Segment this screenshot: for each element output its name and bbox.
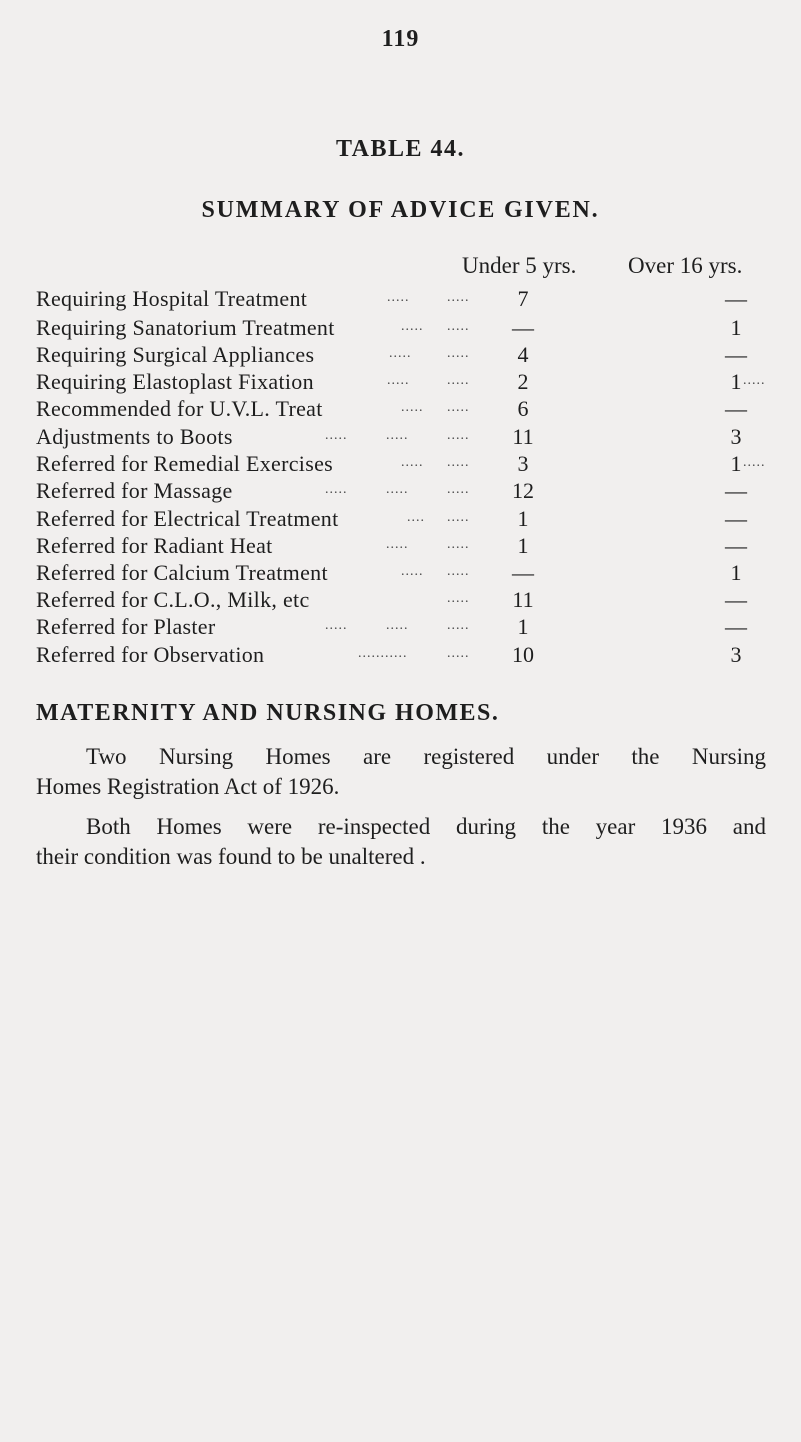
dot-leader: ..... xyxy=(447,290,470,305)
over-16-value: 3 xyxy=(730,642,742,667)
dot-leader: ..... xyxy=(447,618,470,633)
under-5-value: 1 xyxy=(517,533,529,558)
row-label: Referred for Observation xyxy=(36,642,265,667)
column-header-under-5: Under 5 yrs. xyxy=(462,253,577,278)
dot-leader: ..... xyxy=(447,373,470,388)
section-heading: MATERNITY AND NURSING HOMES. xyxy=(36,700,500,726)
dot-leader: ..... xyxy=(325,482,348,497)
paragraph-line: their condition was found to be unaltered . xyxy=(36,844,426,869)
over-16-value: — xyxy=(725,614,747,639)
row-label: Recommended for U.V.L. Treat xyxy=(36,396,323,421)
row-label: Referred for Remedial Exercises xyxy=(36,451,333,476)
over-16-value: — xyxy=(725,286,747,311)
table-row xyxy=(0,315,801,345)
table-row xyxy=(0,533,801,563)
under-5-value: 3 xyxy=(517,451,529,476)
dot-leader: ..... xyxy=(386,537,409,552)
dot-leader: ..... xyxy=(743,373,766,388)
row-label: Referred for Massage xyxy=(36,478,233,503)
over-16-value: 3 xyxy=(730,424,742,449)
row-label: Requiring Elastoplast Fixation xyxy=(36,369,314,394)
dot-leader: ..... xyxy=(325,428,348,443)
dot-leader: ..... xyxy=(447,482,470,497)
under-5-value: — xyxy=(512,315,534,340)
table-row xyxy=(0,286,801,316)
dot-leader: ..... xyxy=(447,564,470,579)
under-5-value: 1 xyxy=(517,506,529,531)
under-5-value: 1 xyxy=(517,614,529,639)
paragraph-line: Both Homes were re-inspected during the year 1936 and xyxy=(86,814,766,839)
dot-leader: ..... xyxy=(401,564,424,579)
over-16-value: — xyxy=(725,342,747,367)
dot-leader: ..... xyxy=(447,455,470,470)
table-title: SUMMARY OF ADVICE GIVEN. xyxy=(201,197,600,223)
row-label: Requiring Surgical Appliances xyxy=(36,342,315,367)
paragraph-line: Homes Registration Act of 1926. xyxy=(36,774,340,799)
dot-leader: ..... xyxy=(447,346,470,361)
dot-leader: ..... xyxy=(447,537,470,552)
dot-leader: ..... xyxy=(386,428,409,443)
over-16-value: 1 xyxy=(730,560,742,585)
row-label: Referred for C.L.O., Milk, etc xyxy=(36,587,310,612)
dot-leader: ..... xyxy=(447,428,470,443)
dot-leader: ..... xyxy=(401,400,424,415)
table-row xyxy=(0,369,801,399)
dot-leader: ..... xyxy=(387,373,410,388)
dot-leader: ..... xyxy=(447,646,470,661)
table-row xyxy=(0,642,801,672)
paragraph xyxy=(36,742,766,802)
under-5-value: 4 xyxy=(517,342,529,367)
row-label: Requiring Hospital Treatment xyxy=(36,286,308,311)
table-row xyxy=(0,506,801,536)
under-5-value: 6 xyxy=(517,396,529,421)
paragraph-line: Two Nursing Homes are registered under the Nursing xyxy=(86,744,766,769)
table-row xyxy=(0,478,801,508)
over-16-value: — xyxy=(725,506,747,531)
under-5-value: 12 xyxy=(512,478,534,503)
under-5-value: — xyxy=(512,560,534,585)
over-16-value: — xyxy=(725,396,747,421)
row-label: Requiring Sanatorium Treatment xyxy=(36,315,335,340)
over-16-value: — xyxy=(725,478,747,503)
row-label: Adjustments to Boots xyxy=(36,424,233,449)
over-16-value: 1 xyxy=(730,315,742,340)
dot-leader: ..... xyxy=(387,290,410,305)
table-row xyxy=(0,396,801,426)
table-label: TABLE 44. xyxy=(335,136,466,162)
dot-leader: ..... xyxy=(389,346,412,361)
table-row xyxy=(0,424,801,454)
paragraph xyxy=(36,812,766,872)
table-row xyxy=(0,614,801,644)
table-row xyxy=(0,451,801,481)
under-5-value: 10 xyxy=(512,642,534,667)
dot-leader: ..... xyxy=(743,455,766,470)
column-header-over-16: Over 16 yrs. xyxy=(628,253,743,278)
dot-leader: ..... xyxy=(447,400,470,415)
row-label: Referred for Plaster xyxy=(36,614,216,639)
table-row xyxy=(0,560,801,590)
row-label: Referred for Calcium Treatment xyxy=(36,560,328,585)
table-row xyxy=(0,342,801,372)
over-16-value: 1 xyxy=(730,369,742,394)
row-label: Referred for Electrical Treatment xyxy=(36,506,339,531)
under-5-value: 7 xyxy=(517,286,529,311)
under-5-value: 11 xyxy=(512,424,534,449)
table-row xyxy=(0,587,801,617)
dot-leader: ........... xyxy=(358,646,408,661)
dot-leader: ..... xyxy=(325,618,348,633)
under-5-value: 11 xyxy=(512,587,534,612)
dot-leader: ..... xyxy=(386,482,409,497)
under-5-value: 2 xyxy=(517,369,529,394)
dot-leader: ..... xyxy=(447,319,470,334)
over-16-value: — xyxy=(725,533,747,558)
dot-leader: ..... xyxy=(447,591,470,606)
dot-leader: ..... xyxy=(401,455,424,470)
row-label: Referred for Radiant Heat xyxy=(36,533,273,558)
dot-leader: ..... xyxy=(401,319,424,334)
page-number: 119 xyxy=(381,26,420,52)
over-16-value: — xyxy=(725,587,747,612)
dot-leader: ..... xyxy=(447,510,470,525)
dot-leader: .... xyxy=(407,510,425,525)
dot-leader: ..... xyxy=(386,618,409,633)
over-16-value: 1 xyxy=(730,451,742,476)
